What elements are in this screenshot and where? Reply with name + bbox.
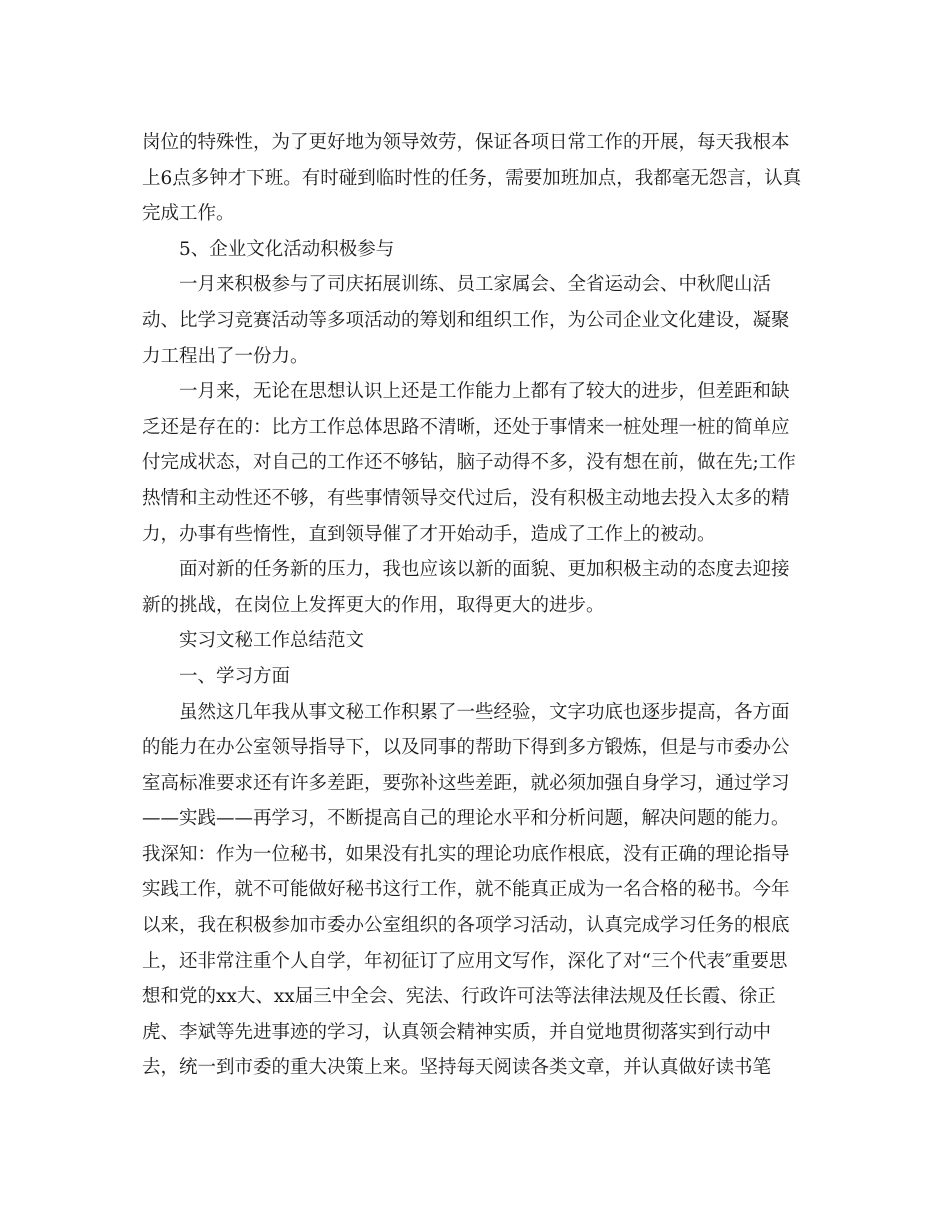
text-line: 热情和主动性还不够，有些事情领导交代过后，没有积极主动地去投入太多的精 (142, 487, 790, 509)
text-line: 上，还非常注重个人自学，年初征订了应用文写作，深化了对“三个代表″重要思 (142, 950, 788, 972)
text-line: 虽然这几年我从事文秘工作积累了一些经验，文字功底也逐步提高，各方面 (179, 701, 790, 723)
text-line: 完成工作。 (142, 203, 235, 225)
text-line: 乏还是存在的：比方工作总体思路不清晰，还处于事情来一桩处理一桩的简单应 (142, 416, 790, 438)
text-line: 面对新的任务新的压力，我也应该以新的面貌、更加积极主动的态度去迎接 (179, 559, 790, 581)
text-line: 以来，我在积极参加市委办公室组织的各项学习活动，认真完成学习任务的根底 (142, 915, 790, 937)
text-line: 5、企业文化活动积极参与 (179, 238, 395, 260)
text-line: 力，办事有些惰性，直到领导催了才开始动手，造成了工作上的被动。 (142, 523, 716, 545)
text-line: 一月来积极参与了司庆拓展训练、员工家属会、全省运动会、中秋爬山活 (179, 274, 772, 296)
text-line: 一、学习方面 (179, 665, 291, 687)
text-line: 实践工作，就不可能做好秘书这行工作，就不能真正成为一名合格的秘书。今年 (142, 879, 790, 901)
text-line: 我深知：作为一位秘书，如果没有扎实的理论功底作根底，没有正确的理论指导 (142, 843, 790, 865)
text-line: 力工程出了一份力。 (142, 345, 309, 367)
text-line: 虎、李斌等先进事迹的学习，认真领会精神实质，并自觉地贯彻落实到行动中 (142, 1021, 772, 1043)
text-line: 一月来，无论在思想认识上还是工作能力上都有了较大的进步，但差距和缺 (179, 381, 790, 403)
text-line: ——实践——再学习，不断提高自己的理论水平和分析问题，解决问题的能力。 (142, 808, 790, 830)
text-line: 实习文秘工作总结范文 (179, 630, 365, 652)
text-line: 室高标准要求还有许多差距，要弥补这些差距，就必须加强自身学习，通过学习 (142, 772, 790, 794)
text-line: 付完成状态，对自己的工作还不够钻，脑子动得不多，没有想在前，做在先;工作 (142, 452, 796, 474)
text-line: 想和党的xx大、xx届三中全会、宪法、行政许可法等法律法规及任长霞、徐正 (142, 986, 776, 1008)
text-line: 上6点多钟才下班。有时碰到临时性的任务，需要加班加点，我都毫无怨言，认真 (142, 167, 802, 189)
text-line: 去，统一到市委的重大决策上来。坚持每天阅读各类文章，并认真做好读书笔 (142, 1057, 772, 1079)
text-line: 的能力在办公室领导指导下，以及同事的帮助下得到多方锻炼，但是与市委办公 (142, 737, 790, 759)
text-line: 岗位的特殊性，为了更好地为领导效劳，保证各项日常工作的开展，每天我根本 (142, 132, 790, 153)
text-line: 动、比学习竞赛活动等多项活动的筹划和组织工作，为公司企业文化建设，凝聚 (142, 309, 790, 331)
document-body (142, 125, 807, 1086)
text-line: 新的挑战，在岗位上发挥更大的作用，取得更大的进步。 (142, 594, 605, 616)
